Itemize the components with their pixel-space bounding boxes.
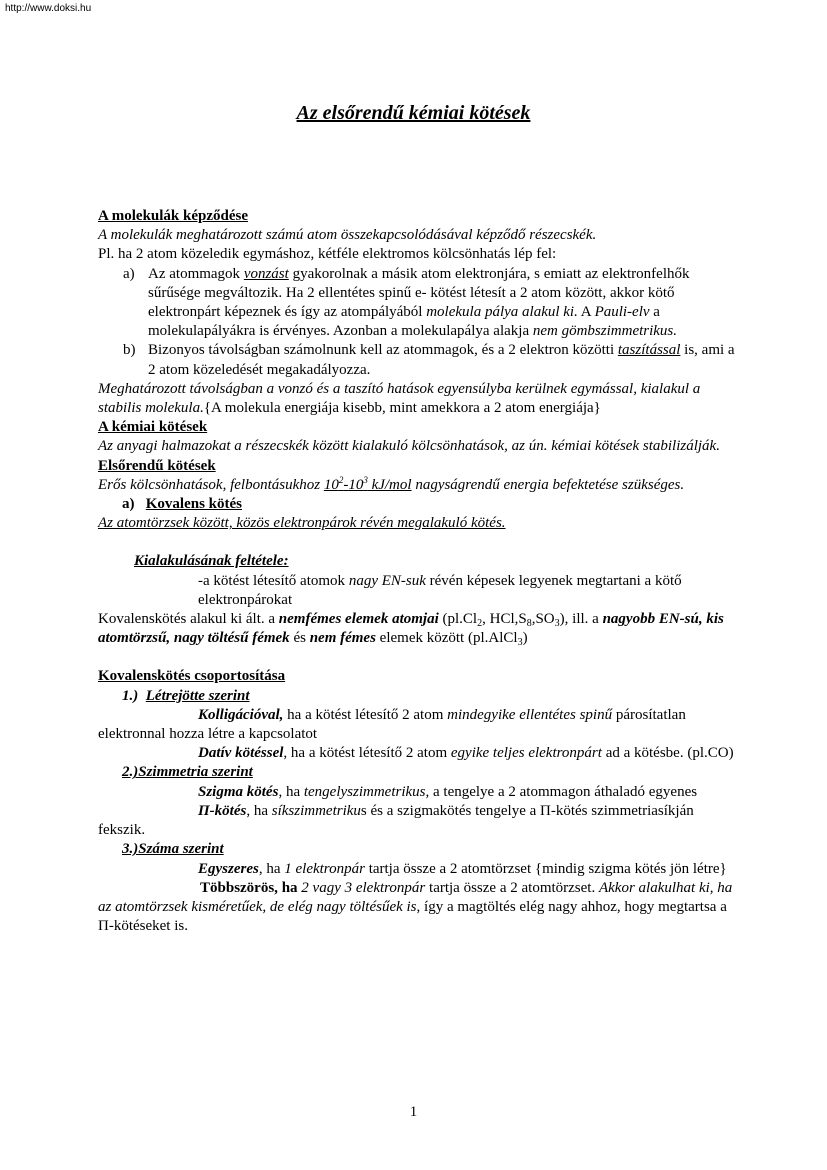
text: ,SO xyxy=(531,611,555,628)
emphasis-attraction: vonzást xyxy=(243,265,289,282)
text: tartja össze a 2 atomtörzset. xyxy=(429,879,596,896)
term-colligation: Kolligációval, xyxy=(198,706,284,723)
emphasis-pauli: Pauli-elv xyxy=(594,304,650,321)
text: Bizonyos távolságban számolnunk kell az atommagok, és a 2 elektron közötti xyxy=(148,342,615,359)
multiple-bond-text xyxy=(98,879,738,937)
text: ), ill. a xyxy=(559,611,599,628)
text: Meghatározott távolságban a vonzó és a taszító hatások egyensúlyba kerülnek egymással, kialakul a stabilis molekula. xyxy=(98,380,701,417)
subscript: 3 xyxy=(554,618,560,630)
single-bond-text xyxy=(98,860,738,879)
text: , a tengelye a 2 atommagon áthaladó egyenes xyxy=(425,783,698,800)
energy-unit: kJ/mol xyxy=(371,476,412,493)
group-heading-symmetry: 2.)Szimmetria szerint xyxy=(122,764,253,781)
text: - xyxy=(343,476,349,493)
list-item-attraction xyxy=(98,265,738,342)
chemical-bonds-definition: Az anyagi halmazokat a részecskék között kialakuló kölcsönhatások, az ún. kémiai kötések stabilizálják. xyxy=(98,438,720,455)
text: Erős kölcsönhatások, felbontásukhoz xyxy=(98,476,321,493)
text: nagyságrendű energia befektetése szükséges. xyxy=(415,476,685,493)
page-title: Az elsőrendű kémiai kötések xyxy=(296,102,531,124)
term-multiple: Többszörös, xyxy=(200,879,278,896)
spacer xyxy=(98,648,738,667)
text: tartja össze a 2 atomtörzset {mindig szigma kötés jön létre} xyxy=(368,860,727,877)
text: gyakorolnak a másik atom elektronjára, s emiatt az elektronfelhők sűrűsége megváltozik. Ha 2 ellentétes spinű e- kötést létesít a 2 atom között, akkor kötő elektronpárt képeznek és így az atompályából xyxy=(148,265,690,321)
emphasis-nonmetal: nem fémes xyxy=(309,630,376,647)
emphasis-high-en: nagy EN-suk xyxy=(348,572,426,589)
group-heading-origin xyxy=(98,687,738,706)
text: Kovalenskötés alakul ki ált. a xyxy=(98,611,276,628)
emphasis-metals: nagyobb EN-sú, kis atomtörzsű, nagy töltésű fémek xyxy=(98,611,724,647)
group-heading-count: 3.)Száma szerint xyxy=(122,841,224,858)
text: , ha xyxy=(258,860,281,877)
emphasis-not-spherical: nem gömbszimmetrikus. xyxy=(532,323,678,340)
text: ) xyxy=(522,630,528,647)
emphasis-nonmetal-atoms: nemfémes elemek atomjai xyxy=(278,611,439,628)
text: s és a szigmakötés tengelye a Π-kötés szimmetriasíkján fekszik. xyxy=(98,802,694,839)
text: 10 xyxy=(323,476,339,493)
text: Az atommagok xyxy=(148,265,241,282)
text: mindegyike ellentétes spinű xyxy=(447,706,613,723)
text: Akkor alakulhat ki, ha az atomtörzsek kisméretűek, de elég nagy töltésűek is xyxy=(98,879,733,915)
text: egyike teljes elektronpárt xyxy=(450,745,602,762)
subheading-covalent xyxy=(98,495,738,514)
text: párosítatlan elektronnal hozza létre a kapcsolatot xyxy=(98,706,686,743)
pi-text xyxy=(98,802,738,840)
text: 10 xyxy=(348,476,364,493)
text: síkszimmetriku xyxy=(271,802,361,819)
covalent-definition: Az atomtörzsek között, közös elektronpárok révén megalakuló kötés. xyxy=(98,515,506,532)
subscript: 8 xyxy=(526,618,532,630)
text: 1 elektronpár xyxy=(284,860,365,877)
list-label-b: b) xyxy=(123,342,136,359)
text: a molekulapályákra is érvényes. Azonban a molekulapálya alakja xyxy=(148,304,660,340)
text: , így a magtöltés elég nagy ahhoz, hogy megtartsa a Π-kötéseket is. xyxy=(98,898,727,935)
section-heading-classification: Kovalenskötés csoportosítása xyxy=(98,668,286,685)
text: {A molekula energiája kisebb, mint amekkora a 2 atom energiája} xyxy=(203,400,601,417)
text: A xyxy=(580,304,591,321)
subscript: 3 xyxy=(517,637,523,649)
text: ha a kötést létesítő 2 atom xyxy=(287,706,444,723)
text: elemek között (pl.AlCl xyxy=(379,630,518,647)
term-single: Egyszeres xyxy=(198,860,259,877)
text: Létrejötte szerint xyxy=(145,687,250,704)
section-heading-molecule-formation: A molekulák képződése xyxy=(98,208,249,224)
colligation-text xyxy=(98,706,738,744)
interaction-intro: Pl. ha 2 atom közeledik egymáshoz, kétféle elektromos kölcsönhatás lép fel: xyxy=(98,246,557,263)
spacer xyxy=(98,533,738,552)
text: tengelyszimmetrikus xyxy=(303,783,426,800)
text: 1.) xyxy=(122,687,139,704)
text: -a kötést létesítő atomok xyxy=(198,572,346,589)
condition-text xyxy=(98,572,738,610)
primary-bonds-definition xyxy=(98,476,738,495)
dative-text xyxy=(98,744,738,763)
list-label-a: a) xyxy=(123,265,135,282)
text: is, ami a 2 atom közeledését megakadályozza. xyxy=(148,342,735,378)
equilibrium-conclusion xyxy=(98,380,738,418)
list-item-repulsion xyxy=(98,341,738,379)
text: ad a kötésbe. (pl.CO) xyxy=(605,745,734,762)
term-sigma: Szigma kötés xyxy=(198,783,279,800)
molecule-definition: A molekulák meghatározott számú atom összekapcsolódásával képződő részecskék. xyxy=(98,227,597,244)
text: (pl.Cl xyxy=(442,611,478,628)
text: révén képesek legyenek megtartani a kötő elektronpárokat xyxy=(198,572,682,608)
emphasis-molecular-orbital: molekula pálya alakul ki. xyxy=(426,304,578,321)
source-url[interactable]: http://www.doksi.hu xyxy=(5,3,92,14)
text: , ha a kötést létesítő 2 atom xyxy=(283,745,448,762)
document-body xyxy=(98,207,738,936)
text: 2 vagy 3 elektronpár xyxy=(301,879,426,896)
exponent: 3 xyxy=(363,474,368,485)
subscript: 2 xyxy=(477,618,483,630)
page-number: 1 xyxy=(409,1104,418,1120)
covalent-occurrence xyxy=(98,610,738,648)
text: , ha xyxy=(246,802,268,819)
emphasis-repulsion: taszítással xyxy=(617,342,681,359)
list-label: a) xyxy=(122,496,135,513)
section-heading-primary-bonds: Elsőrendű kötések xyxy=(98,457,216,474)
exponent: 2 xyxy=(338,474,344,485)
text: és xyxy=(293,630,306,647)
term-dative: Datív kötéssel xyxy=(198,745,284,762)
condition-heading: Kialakulásának feltétele: xyxy=(134,553,289,570)
text: Kovalens kötés xyxy=(145,496,243,513)
sigma-text xyxy=(98,783,738,802)
text: ha xyxy=(281,879,298,896)
section-heading-chemical-bonds: A kémiai kötések xyxy=(98,419,208,436)
text: , HCl,S xyxy=(482,611,527,628)
energy-range xyxy=(323,474,412,493)
term-pi: Π-kötés xyxy=(198,802,247,819)
text: , ha xyxy=(278,783,301,800)
